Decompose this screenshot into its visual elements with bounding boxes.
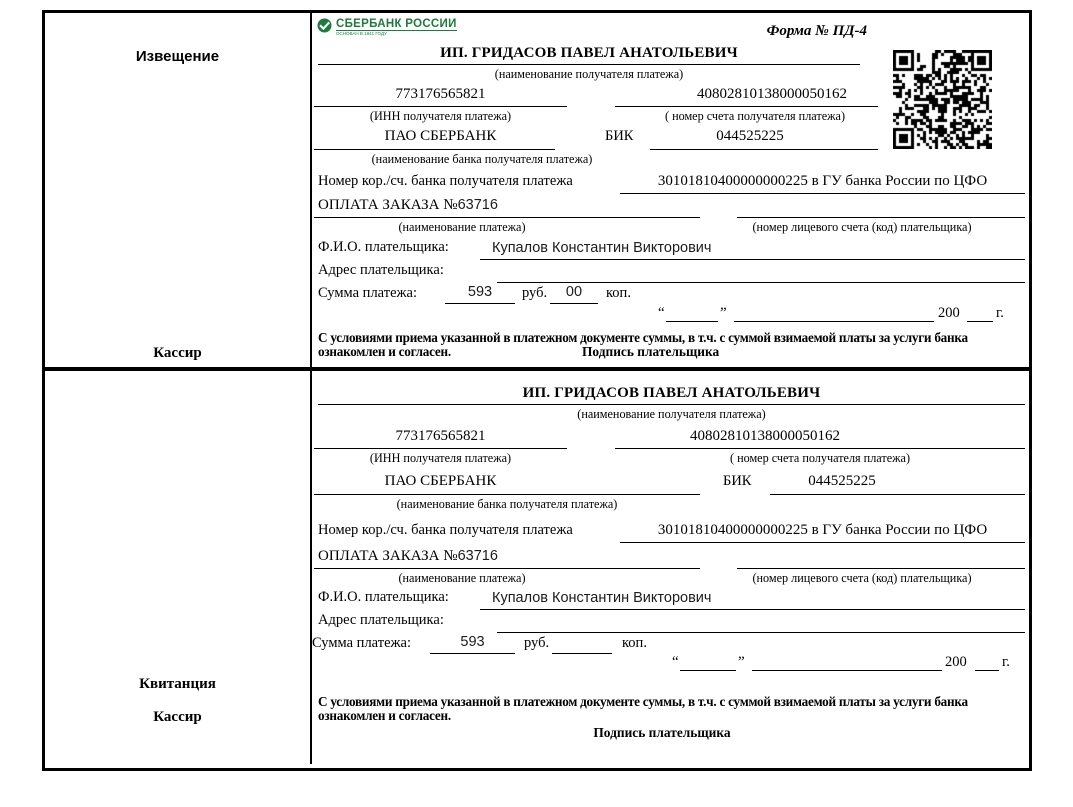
disclaimer-line1: С условиями приема указанной в платежном документе суммы, в т.ч. с суммой взимаемой платы за услуги банка: [318, 694, 968, 709]
qr-code: [893, 50, 992, 149]
payer-fio-label: Ф.И.О. плательщика:: [318, 589, 449, 605]
cashier-label: Кассир: [153, 709, 202, 725]
corr-account-label: Номер кор./сч. банка получателя платежа: [318, 522, 573, 538]
underline: [620, 542, 1025, 543]
personal-account-caption: (номер лицевого счета (код) плательщика): [752, 571, 972, 585]
payment-name-caption: (наименование платежа): [398, 220, 526, 234]
sberbank-disc-icon: [317, 18, 332, 38]
sum-rub-value: 593: [460, 634, 485, 650]
underline: [314, 494, 700, 495]
underline: [314, 568, 700, 569]
underline: [615, 106, 878, 107]
notice-form: [312, 13, 1029, 367]
year-prefix: 200: [945, 654, 967, 670]
bik-value: 044525225: [808, 473, 876, 489]
underline: [552, 653, 612, 654]
corr-account-value: 30101810400000000225 в ГУ банка России по ЦФО: [657, 522, 988, 538]
document-border: [42, 10, 1032, 771]
underline: [734, 321, 934, 322]
year-prefix: 200: [938, 305, 960, 321]
underline: [975, 670, 999, 671]
underline: [480, 609, 1025, 610]
payer-address-label: Адрес плательщика:: [318, 262, 444, 278]
receipt-section-label: Квитанция: [139, 676, 216, 692]
rub-label: руб.: [524, 635, 550, 651]
recipient-account-value: 40802810138000050162: [697, 86, 847, 102]
underline: [650, 149, 878, 150]
recipient-name: ИП. ГРИДАСОВ ПАВЕЛ АНАТОЛЬЕВИЧ: [440, 45, 738, 61]
underline: [314, 106, 567, 107]
recipient-bank-caption: (наименование банка получателя платежа): [371, 152, 593, 166]
kop-label: коп.: [622, 635, 647, 651]
underline: [550, 303, 598, 304]
underline: [497, 282, 1025, 283]
underline: [666, 321, 718, 322]
payment-order-number: 63716: [457, 548, 498, 564]
underline: [318, 404, 1025, 405]
kop-label: коп.: [606, 285, 631, 301]
underline: [480, 259, 1025, 260]
payment-order-number: 63716: [457, 197, 498, 213]
receipt-section: [45, 371, 1029, 764]
underline: [620, 193, 1025, 194]
recipient-account-caption: ( номер счета получателя платежа): [664, 109, 846, 123]
underline: [314, 448, 567, 449]
signature-label: Подпись плательщика: [582, 344, 720, 359]
year-suffix: г.: [1002, 654, 1010, 670]
year-suffix: г.: [996, 305, 1004, 321]
recipient-account-value: 40802810138000050162: [690, 428, 840, 444]
recipient-inn-value: 773176565821: [395, 86, 486, 102]
underline: [318, 64, 860, 65]
sberbank-brand-label: СБЕРБАНК РОССИИ: [336, 18, 457, 30]
recipient-name: ИП. ГРИДАСОВ ПАВЕЛ АНАТОЛЬЕВИЧ: [522, 385, 821, 401]
underline: [967, 321, 993, 322]
payer-fio-value: Купалов Константин Викторович: [492, 590, 712, 606]
notice-section-label: Извещение: [135, 48, 220, 65]
sberbank-logo: [317, 18, 457, 38]
underline: [615, 448, 1025, 449]
recipient-name-caption: (наименование получателя платежа): [494, 67, 684, 81]
disclaimer-line1: С условиями приема указанной в платежном документе суммы, в т.ч. с суммой взимаемой платы за услуги банка: [318, 330, 968, 345]
bik-label: БИК: [723, 473, 752, 489]
date-quote-close: ”: [720, 305, 727, 321]
underline: [680, 670, 736, 671]
sberbank-tagline: ОСНОВАН В 1841 ГОДУ: [336, 31, 387, 36]
sum-kop-value: 00: [565, 284, 583, 300]
recipient-inn-value: 773176565821: [395, 428, 486, 444]
underline: [737, 568, 1025, 569]
payment-name-value: [318, 197, 498, 214]
underline: [430, 653, 515, 654]
corr-account-label: Номер кор./сч. банка получателя платежа: [318, 173, 573, 189]
underline: [752, 670, 942, 671]
bik-value: 044525225: [716, 128, 784, 144]
receipt-stub: [45, 371, 312, 764]
underline: [497, 632, 1025, 633]
recipient-bank-value: ПАО СБЕРБАНК: [384, 128, 497, 144]
form-number-label: Форма № ПД-4: [766, 23, 867, 39]
recipient-inn-caption: (ИНН получателя платежа): [369, 109, 512, 123]
date-quote-close: ”: [738, 654, 745, 670]
payment-name-prefix: ОПЛАТА ЗАКАЗА №: [318, 548, 458, 564]
payment-name-caption: (наименование платежа): [398, 571, 526, 585]
recipient-bank-value: ПАО СБЕРБАНК: [384, 473, 497, 489]
disclaimer-line2: ознакомлен и согласен.: [318, 344, 451, 359]
sum-rub-value: 593: [467, 284, 493, 300]
personal-account-caption: (номер лицевого счета (код) плательщика): [752, 220, 972, 234]
payment-name-prefix: ОПЛАТА ЗАКАЗА №: [318, 197, 458, 213]
date-quote-open: “: [658, 305, 665, 321]
underline: [445, 303, 515, 304]
underline: [770, 494, 1025, 495]
receipt-form: [312, 371, 1029, 764]
underline: [314, 149, 555, 150]
signature-label: Подпись плательщика: [593, 725, 731, 740]
notice-section: [45, 13, 1029, 371]
payment-name-value: [318, 548, 498, 565]
payer-address-label: Адрес плательщика:: [318, 612, 444, 628]
rub-label: руб.: [522, 285, 548, 301]
date-quote-open: “: [672, 654, 679, 670]
payment-sum-label: Сумма платежа:: [312, 635, 411, 651]
recipient-inn-caption: (ИНН получателя платежа): [369, 451, 512, 465]
disclaimer-line2: ознакомлен и согласен.: [318, 708, 451, 723]
cashier-label: Кассир: [153, 345, 202, 361]
underline: [314, 217, 700, 218]
payment-sum-label: Сумма платежа:: [318, 285, 417, 301]
recipient-account-caption: ( номер счета получателя платежа): [729, 451, 911, 465]
notice-stub: [45, 13, 312, 367]
corr-account-value: 30101810400000000225 в ГУ банка России по ЦФО: [657, 173, 988, 189]
recipient-name-caption: (наименование получателя платежа): [577, 407, 766, 421]
underline: [737, 217, 1025, 218]
bik-label: БИК: [605, 128, 634, 144]
payer-fio-value: Купалов Константин Викторович: [492, 240, 712, 256]
recipient-bank-caption: (наименование банка получателя платежа): [396, 497, 618, 511]
payer-fio-label: Ф.И.О. плательщика:: [318, 239, 449, 255]
